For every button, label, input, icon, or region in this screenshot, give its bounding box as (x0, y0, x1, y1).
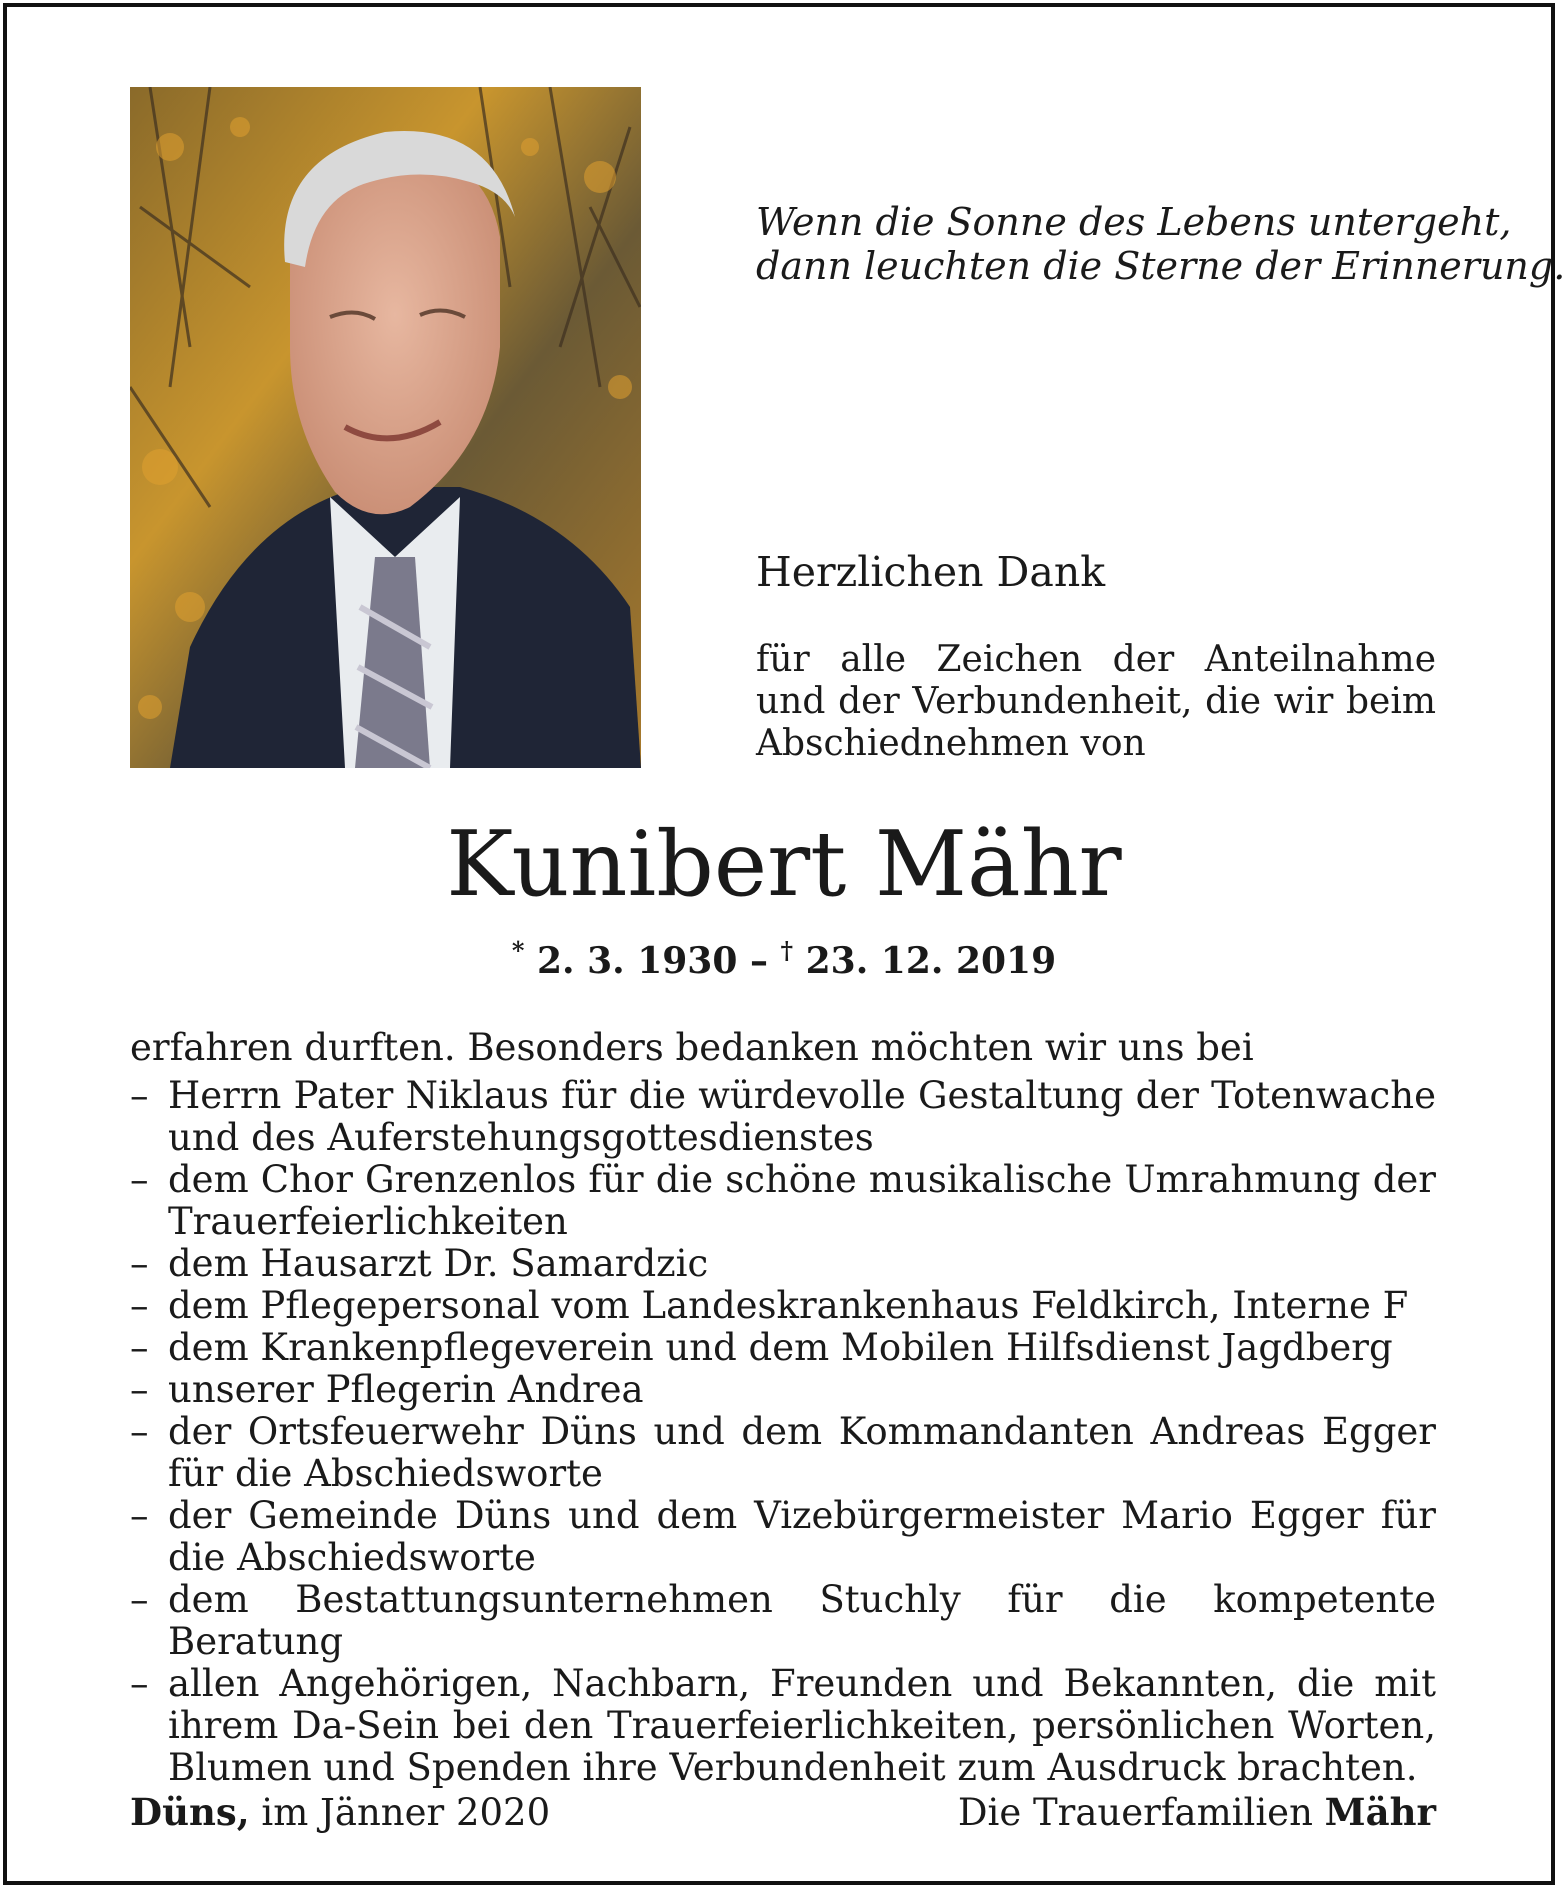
thanks-heading: Herzlichen Dank (756, 548, 1106, 596)
date-separator: – (749, 940, 768, 982)
death-symbol: † (780, 936, 794, 965)
footer-family (958, 1790, 1436, 1834)
footer-family-name: Mähr (1324, 1790, 1436, 1834)
footer-family-prefix: Die Trauerfamilien (957, 1791, 1313, 1834)
list-dash: – (130, 1578, 149, 1621)
list-dash: – (130, 1284, 149, 1327)
list-dash: – (130, 1158, 149, 1201)
death-date: 23. 12. 2019 (805, 940, 1057, 982)
list-item: – der Gemeinde Düns und dem Vizebürgermeister Mario Egger für die Abschiedsworte (130, 1494, 1436, 1579)
list-dash: – (130, 1662, 149, 1705)
list-dash: – (130, 1326, 149, 1369)
footer-place: Düns, (130, 1790, 250, 1834)
list-dash: – (130, 1368, 149, 1411)
list-item: – der Ortsfeuerwehr Düns und dem Kommandanten Andreas Egger für die Abschiedsworte (130, 1410, 1436, 1495)
footer-date: im Jänner 2020 (261, 1791, 551, 1834)
list-item: – Herrn Pater Niklaus für die würdevolle Gestaltung der Totenwache und des Auferstehungsgottesdienstes (130, 1074, 1436, 1159)
list-item: – dem Chor Grenzenlos für die schöne musikalische Umrahmung der Trauerfeierlichkeiten (130, 1158, 1436, 1243)
list-item: – unserer Pflegerin Andrea (130, 1368, 644, 1411)
list-dash: – (130, 1242, 149, 1285)
thanks-intro: für alle Zeichen der Anteilnahme und der Verbundenheit, die wir beim Abschiednehmen von (756, 639, 1436, 764)
quote-line-1: Wenn die Sonne des Lebens untergeht, (756, 200, 1512, 244)
list-item: – dem Krankenpflegeverein und dem Mobilen Hilfsdienst Jagdberg (130, 1326, 1393, 1369)
list-item: – dem Hausarzt Dr. Samardzic (130, 1242, 709, 1285)
deceased-name: Kunibert Mähr (446, 812, 1122, 917)
list-item: – allen Angehörigen, Nachbarn, Freunden und Bekannten, die mit ihrem Da-Sein bei den Trauerfeierlichkeiten, persönlichen Worten, Blumen und Spenden ihre Verbundenheit zum Ausdruck brachten. (130, 1662, 1436, 1789)
footer-place-date (130, 1790, 550, 1834)
portrait-photo (130, 87, 641, 768)
list-dash: – (130, 1074, 149, 1117)
memorial-quote (756, 200, 1565, 288)
list-dash: – (130, 1494, 149, 1537)
life-dates (0, 936, 1568, 982)
list-item: – dem Pflegepersonal vom Landeskrankenhaus Feldkirch, Interne F (130, 1284, 1409, 1327)
thanks-lead-text: erfahren durften. Besonders bedanken möchten wir uns bei (130, 1026, 1254, 1069)
birth-symbol: * (511, 936, 525, 965)
quote-line-2: dann leuchten die Sterne der Erinnerung. (756, 244, 1566, 288)
thanks-list (130, 1075, 1436, 1789)
list-item: – dem Bestattungsunternehmen Stuchly für die kompetente Beratung (130, 1578, 1436, 1663)
list-dash: – (130, 1410, 149, 1453)
birth-date: 2. 3. 1930 (536, 940, 738, 982)
